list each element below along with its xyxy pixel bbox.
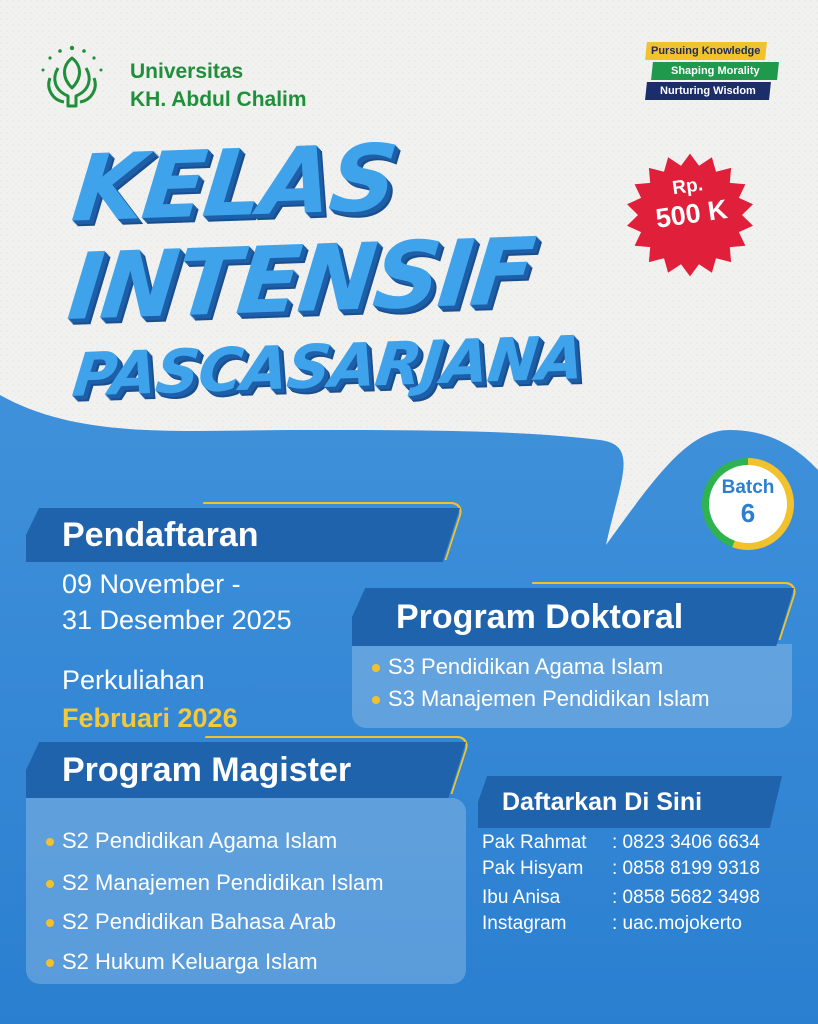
master-item-1: S2 Pendidikan Agama Islam	[62, 828, 338, 853]
doctoral-list-box	[352, 644, 792, 728]
registration-heading: Pendaftaran	[62, 516, 259, 554]
registration-dates	[62, 566, 292, 638]
batch-number: 6	[740, 498, 756, 528]
contact-name-3: Ibu Anisa	[482, 887, 561, 908]
master-item-4: S2 Hukum Keluarga Islam	[62, 949, 318, 974]
master-item-3: S2 Pendidikan Bahasa Arab	[62, 909, 336, 934]
master-item-2: S2 Manajemen Pendidikan Islam	[62, 870, 384, 895]
tagline-text-3: Nurturing Wisdom	[660, 85, 756, 97]
master-list-box	[26, 798, 466, 984]
batch-label: Batch	[721, 477, 775, 498]
tagline-ribbon-2	[651, 62, 779, 80]
title-line-2: INTENSIF	[63, 217, 538, 342]
registration-banner	[26, 508, 460, 562]
tagline-ribbon-1	[645, 42, 767, 60]
contact-name-1: Pak Rahmat	[482, 832, 587, 853]
doctoral-heading: Program Doktoral	[396, 598, 684, 636]
title-line-3: PASCASARJANA	[69, 323, 587, 411]
title-line-1: KELAS	[67, 124, 401, 243]
tagline-ribbon-3	[645, 82, 771, 100]
master-banner	[26, 742, 466, 798]
doctoral-banner	[352, 588, 794, 646]
university-name-line2: KH. Abdul Chalim	[130, 88, 307, 111]
price-amount: 500 K	[653, 194, 730, 234]
lecture-label: Perkuliahan	[62, 665, 205, 695]
contact-value-4[interactable]: : uac.mojokerto	[612, 913, 742, 934]
university-name-line1: Universitas	[130, 60, 244, 83]
contact-value-3[interactable]: : 0858 5682 3498	[612, 887, 760, 908]
contact-heading: Daftarkan Di Sini	[502, 788, 703, 816]
contact-name-4: Instagram	[482, 913, 567, 934]
price-currency: Rp.	[671, 174, 705, 200]
tagline-text-2: Shaping Morality	[670, 65, 760, 77]
master-heading: Program Magister	[62, 751, 352, 789]
registration-date-line2: 31 Desember 2025	[62, 605, 292, 635]
university-name	[130, 58, 307, 114]
university-logo-icon	[38, 44, 106, 108]
contact-banner	[478, 776, 782, 828]
doctoral-item-2: S3 Manajemen Pendidikan Islam	[388, 686, 710, 711]
batch-badge	[709, 465, 787, 543]
contact-value-2[interactable]: : 0858 8199 9318	[612, 858, 760, 879]
registration-date-line1: 09 November -	[62, 569, 241, 599]
contact-value-1[interactable]: : 0823 3406 6634	[612, 832, 760, 853]
contact-name-2: Pak Hisyam	[482, 858, 584, 879]
lecture-date: Februari 2026	[62, 703, 238, 733]
tagline-text-1: Pursuing Knowledge	[651, 45, 761, 57]
doctoral-item-1: S3 Pendidikan Agama Islam	[388, 654, 664, 679]
